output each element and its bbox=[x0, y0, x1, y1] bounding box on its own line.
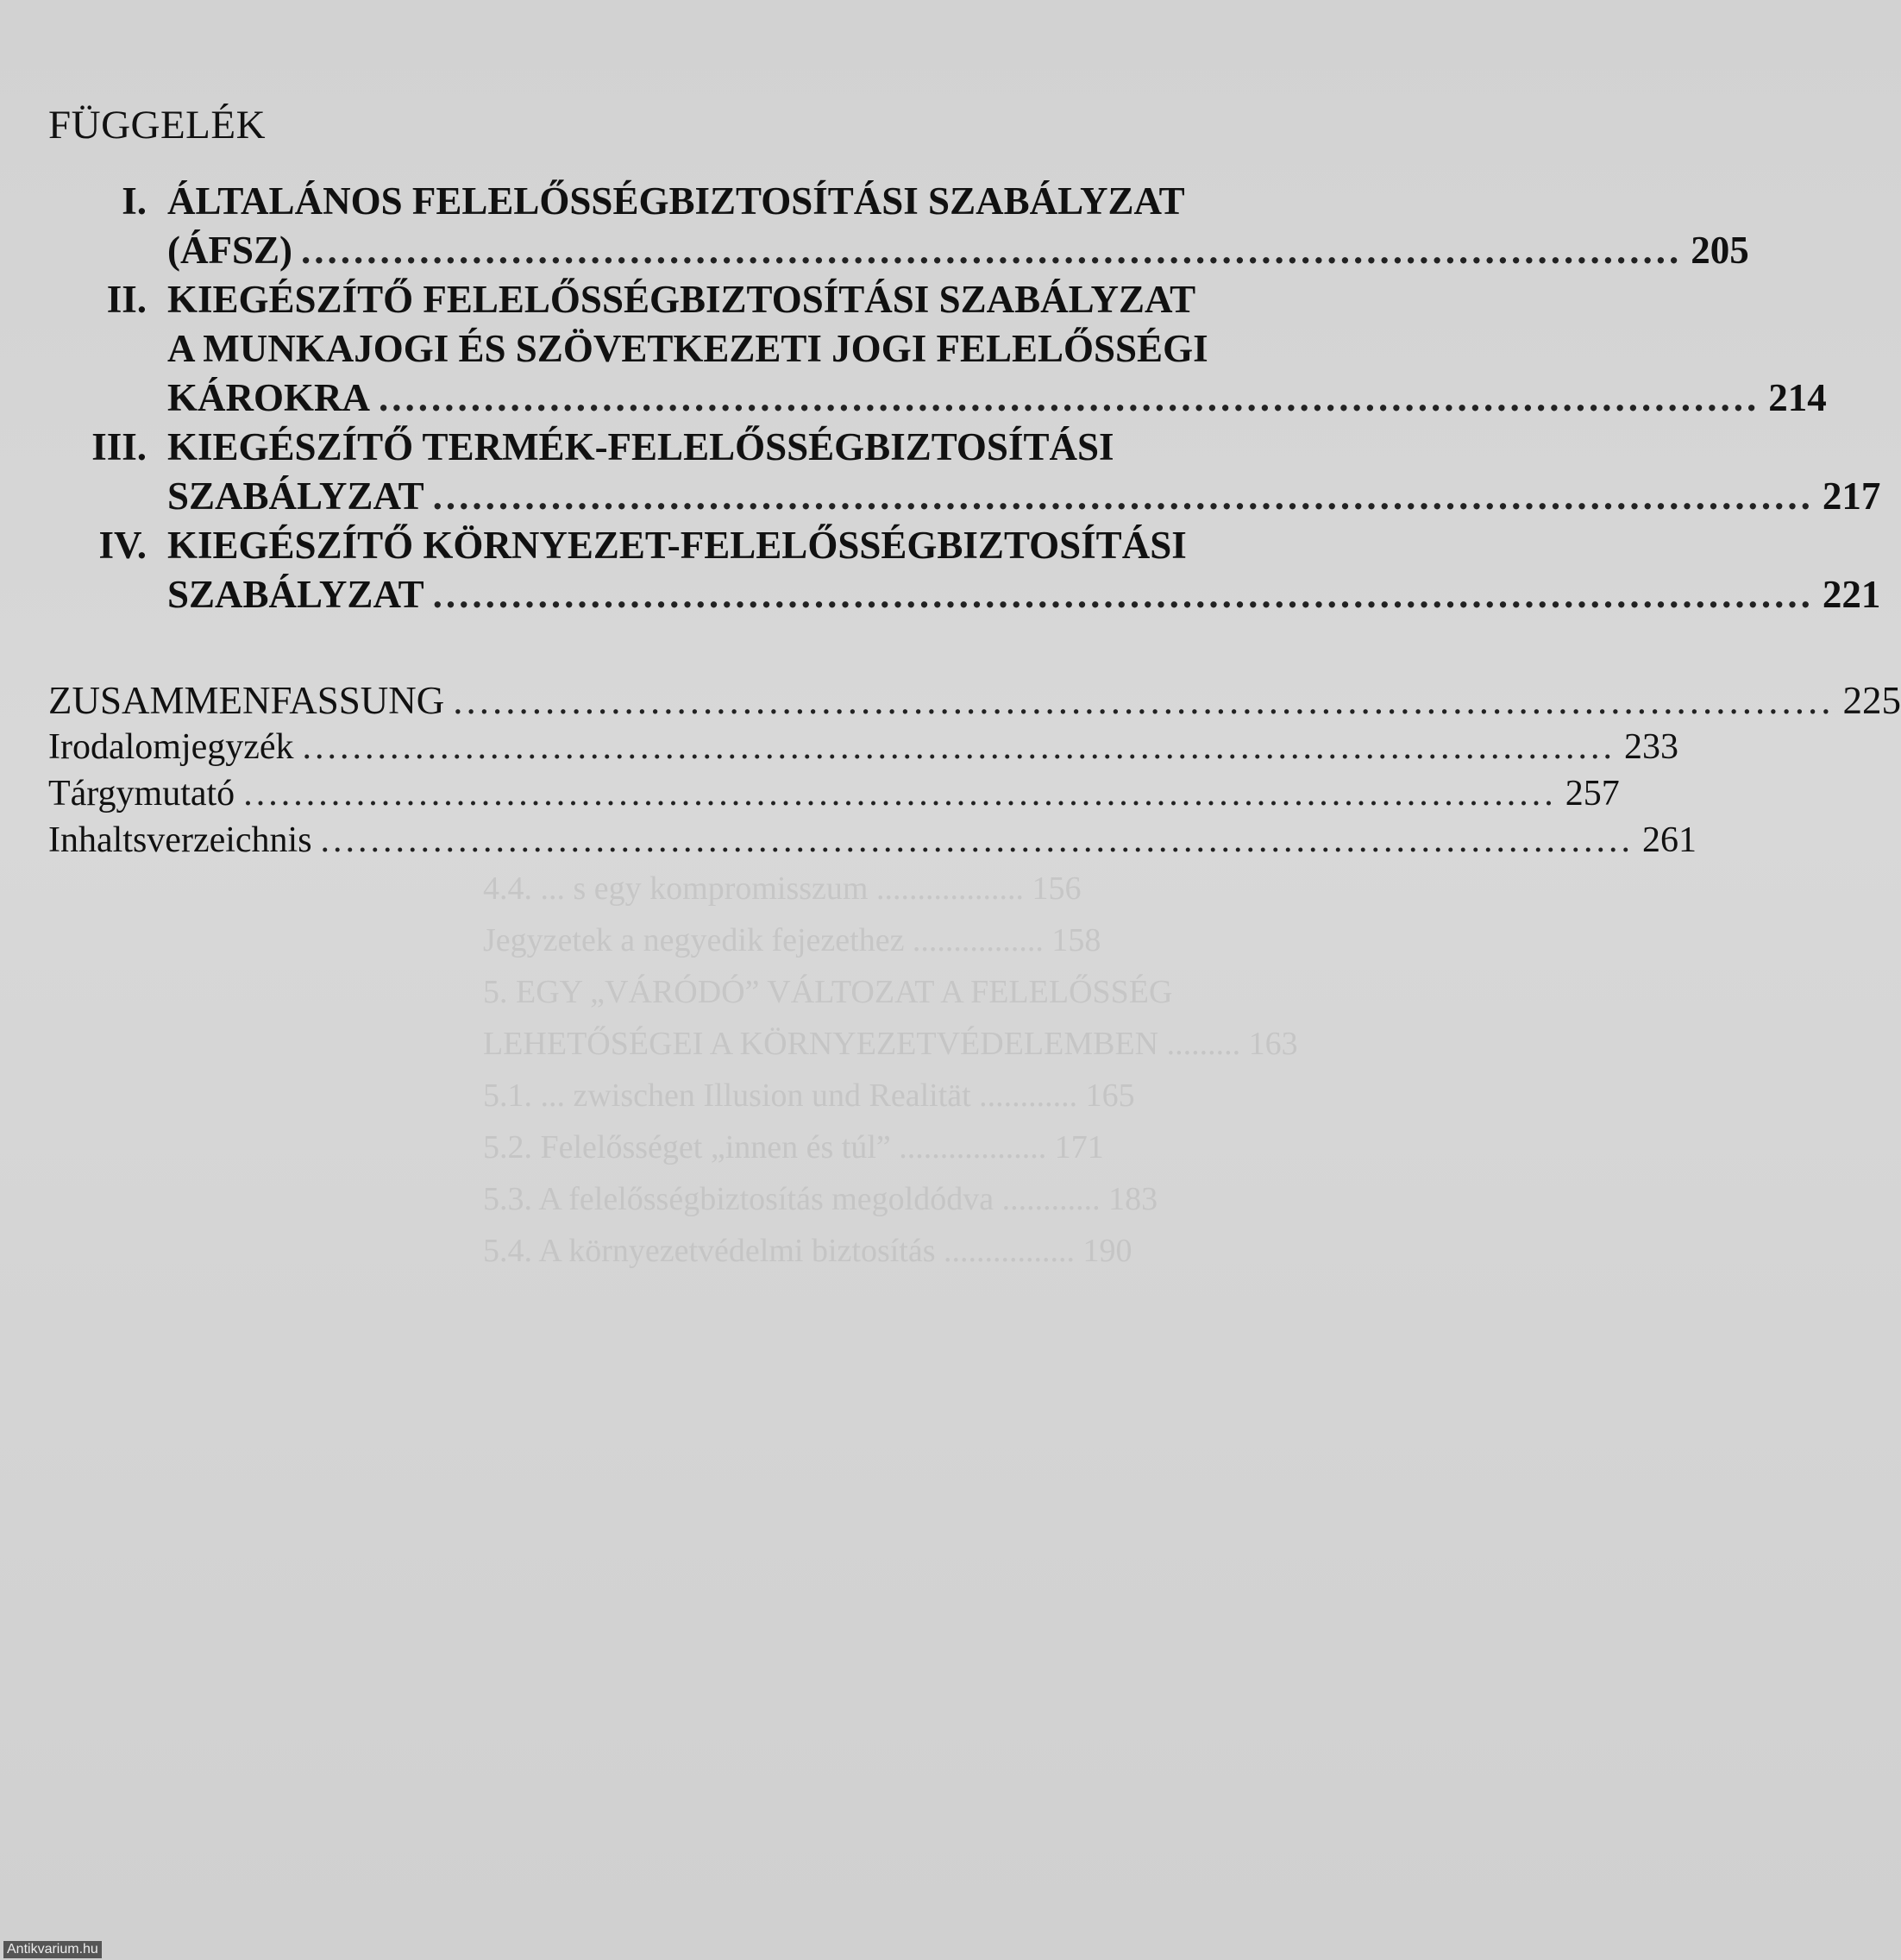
page-number: 261 bbox=[1642, 820, 1697, 860]
page-number: 205 bbox=[1691, 229, 1749, 272]
dot-leader: ......................................................................................................... bbox=[432, 474, 1814, 518]
back-matter-list bbox=[48, 677, 1901, 864]
dot-leader: ......................................................................................................... bbox=[301, 229, 1683, 272]
section-heading: FÜGGELÉK bbox=[48, 103, 267, 148]
entry-title-line: KIEGÉSZÍTŐ FELELŐSSÉGBIZTOSÍTÁSI SZABÁLYZAT bbox=[167, 278, 1196, 321]
toc-entry-inhaltsverzeichnis: Inhaltsverzeichnis ......................................................................................................... 261 bbox=[48, 817, 1420, 864]
entry-title-line: ÁLTALÁNOS FELELŐSSÉGBIZTOSÍTÁSI SZABÁLYZAT bbox=[167, 179, 1185, 223]
toc-entry-irodalomjegyzek: Irodalomjegyzék ......................................................................................................... 233 bbox=[48, 724, 1420, 770]
toc-entry-zusammenfassung: ZUSAMMENFASSUNG ......................................................................................................... 225 bbox=[48, 679, 1901, 722]
dot-leader: ......................................................................................................... bbox=[243, 774, 1557, 814]
page-number: 225 bbox=[1842, 679, 1901, 722]
show-through-line: 5.4. A környezetvédelmi biztosítás ................ 190 bbox=[483, 1233, 1132, 1269]
show-through-text bbox=[483, 863, 1452, 1925]
show-through-line: 4.4. ... s egy kompromisszum .................. 156 bbox=[483, 870, 1082, 907]
dot-leader: ......................................................................................................... bbox=[453, 679, 1835, 722]
show-through-line: 5.3. A felelősségbiztosítás megoldódva ............ 183 bbox=[483, 1181, 1158, 1217]
entry-title-line: KIEGÉSZÍTŐ TERMÉK-FELELŐSSÉGBIZTOSÍTÁSI bbox=[167, 425, 1114, 468]
page-number: 233 bbox=[1624, 727, 1679, 767]
entry-title-leader-line: (ÁFSZ) ......................................................................................................... 205 bbox=[167, 226, 1420, 275]
entry-title-leader-line: SZABÁLYZAT ......................................................................................................... 217 bbox=[167, 472, 1420, 521]
show-through-line: 5.1. ... zwischen Illusion und Realität ............ 165 bbox=[483, 1077, 1135, 1114]
show-through-line: Jegyzetek a negyedik fejezethez ................ 158 bbox=[483, 922, 1101, 958]
show-through-line: 5.2. Felelősséget „innen és túl” .................. 171 bbox=[483, 1129, 1104, 1165]
appendix-list bbox=[48, 177, 1881, 619]
entry-title-line: A MUNKAJOGI ÉS SZÖVETKEZETI JOGI FELELŐSSÉGI bbox=[167, 327, 1208, 370]
entry-number: II. bbox=[106, 278, 147, 321]
toc-entry-ii bbox=[48, 275, 1827, 423]
toc-entry-iii bbox=[48, 423, 1881, 521]
entry-number: I. bbox=[122, 179, 147, 223]
toc-entry-targymutato: Tárgymutató ......................................................................................................... 257 bbox=[48, 770, 1420, 817]
show-through-line: LEHETŐSÉGEI A KÖRNYEZETVÉDELEMBEN ......... 163 bbox=[483, 1026, 1298, 1062]
entry-number: IV. bbox=[98, 524, 147, 567]
toc-entry-i bbox=[48, 177, 1749, 275]
watermark: Antikvarium.hu bbox=[3, 1941, 102, 1958]
page-number: 257 bbox=[1565, 774, 1620, 814]
entry-title-leader-line: KÁROKRA ......................................................................................................... 214 bbox=[167, 374, 1420, 423]
entry-number: III. bbox=[91, 425, 147, 468]
dot-leader: ......................................................................................................... bbox=[432, 573, 1814, 616]
dot-leader: ......................................................................................................... bbox=[320, 820, 1634, 860]
entry-title-leader-line: SZABÁLYZAT ......................................................................................................... 221 bbox=[167, 570, 1420, 619]
toc-entry-iv bbox=[48, 521, 1881, 619]
entry-title-line: KIEGÉSZÍTŐ KÖRNYEZET-FELELŐSSÉGBIZTOSÍTÁSI bbox=[167, 524, 1187, 567]
show-through-line: 5. EGY „VÁRÓDÓ” VÁLTOZAT A FELELŐSSÉG bbox=[483, 974, 1173, 1010]
dot-leader: ......................................................................................................... bbox=[302, 727, 1616, 767]
page-number: 217 bbox=[1822, 474, 1881, 518]
page-number: 214 bbox=[1768, 376, 1827, 419]
dot-leader: ......................................................................................................... bbox=[379, 376, 1760, 419]
page-number: 221 bbox=[1822, 573, 1881, 616]
